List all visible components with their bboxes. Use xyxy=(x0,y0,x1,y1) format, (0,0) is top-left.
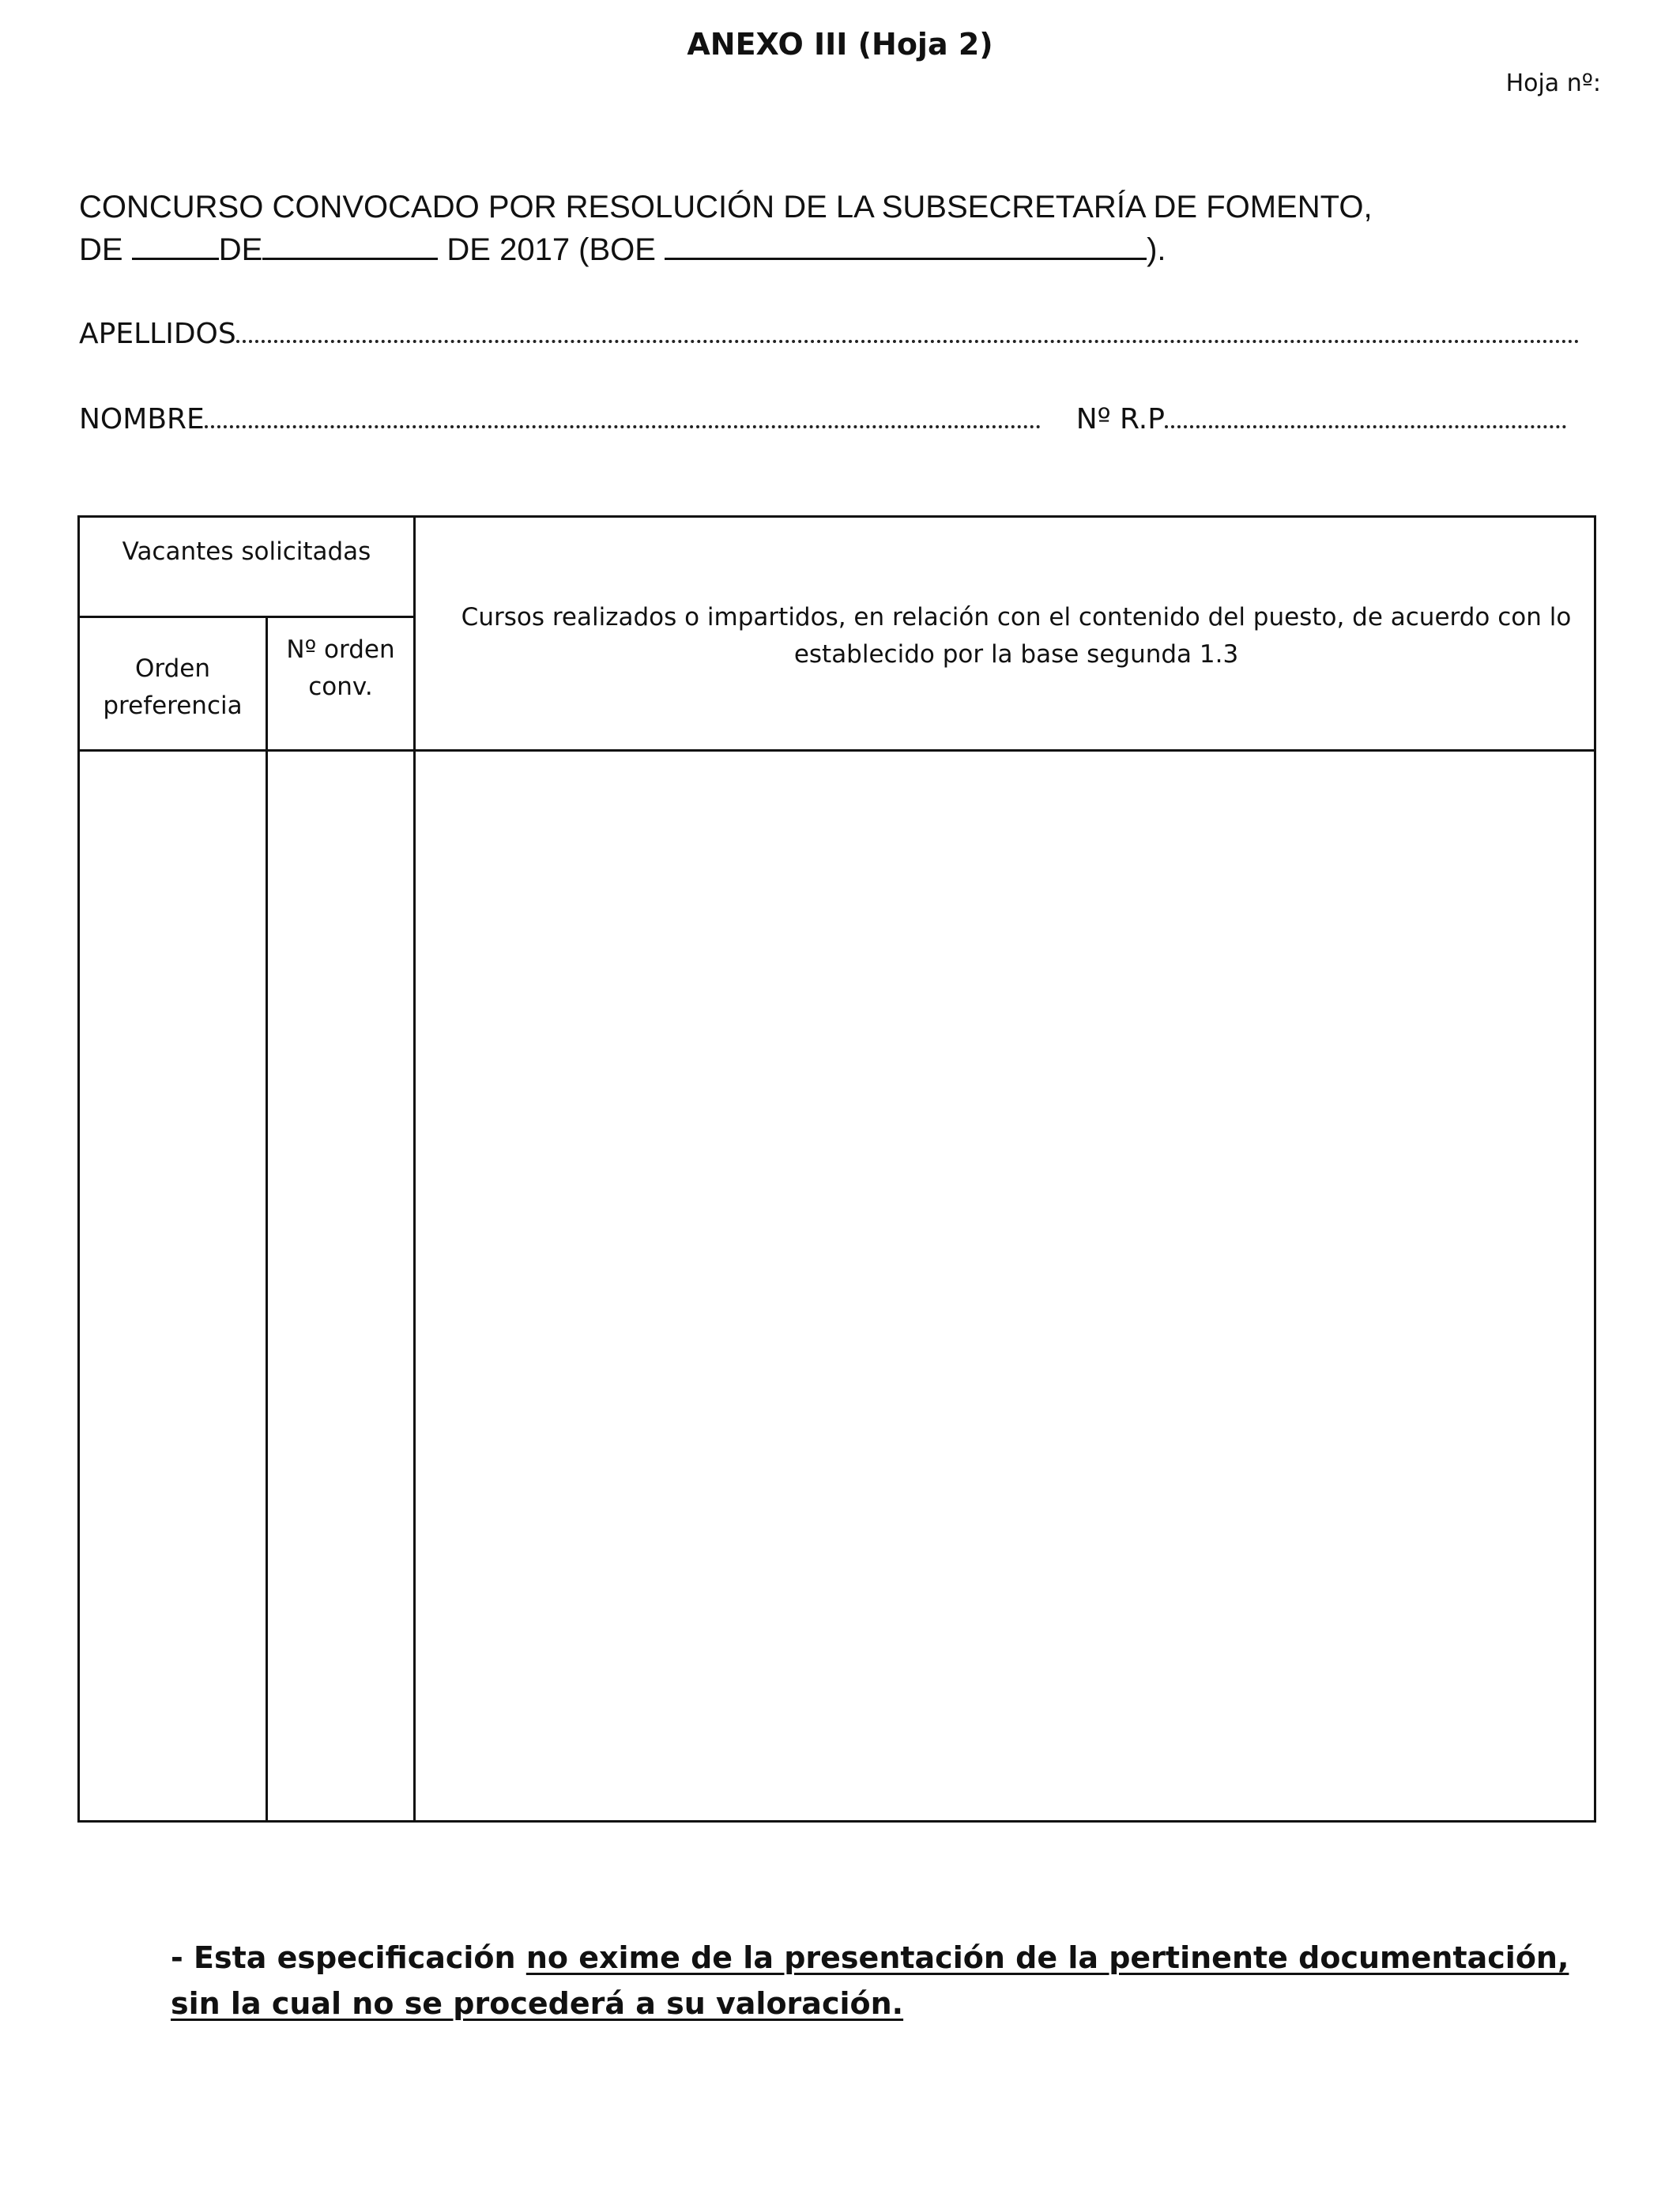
apellidos-label: APELLIDOS xyxy=(79,318,236,350)
de-text-2: DE xyxy=(218,232,263,267)
de-text-1: DE xyxy=(79,232,123,267)
footer-underlined: no exime de la presentación de la pertinente documentación, sin la cual no se procederá a su valoración. xyxy=(171,1940,1569,2021)
rp-label: Nº R.P xyxy=(1075,403,1165,435)
rp-dotted-line[interactable] xyxy=(1165,401,1566,428)
nombre-dotted-line[interactable] xyxy=(205,401,1041,428)
cursos-header: Cursos realizados o impartidos, en relación con el contenido del puesto, de acuerdo con lo establecido por la base segunda 1.3 xyxy=(461,603,1572,669)
apellidos-dotted-line[interactable] xyxy=(236,316,1580,343)
year-boe-text: DE 2017 (BOE xyxy=(446,232,656,267)
sheet-number-label: Hoja nº: xyxy=(1505,70,1601,97)
cursos-cell[interactable] xyxy=(416,752,1594,1820)
nombre-label: NOMBRE xyxy=(79,403,205,435)
apellidos-field[interactable] xyxy=(79,316,1580,350)
convocatoria-line-2 xyxy=(79,229,1166,268)
courses-table xyxy=(77,515,1596,1823)
n-orden-conv-cell[interactable] xyxy=(268,752,413,1820)
vacantes-header: Vacantes solicitadas xyxy=(122,537,371,566)
day-blank[interactable] xyxy=(132,229,219,260)
footer-prefix: - Esta especificación xyxy=(171,1940,526,1975)
orden-preferencia-cell[interactable] xyxy=(80,752,266,1820)
n-orden-conv-header: Nº orden conv. xyxy=(286,635,395,701)
nombre-field[interactable] xyxy=(79,401,1566,435)
orden-preferencia-header: Orden preferencia xyxy=(103,654,243,720)
footer-note xyxy=(171,1935,1593,2026)
month-blank[interactable] xyxy=(262,229,438,260)
group-header-divider xyxy=(80,616,414,618)
boe-blank[interactable] xyxy=(665,229,1147,260)
convocatoria-line-1: CONCURSO CONVOCADO POR RESOLUCIÓN DE LA SUBSECRETARÍA DE FOMENTO, xyxy=(79,190,1373,224)
document-title: ANEXO III (Hoja 2) xyxy=(687,27,993,62)
close-paren: ). xyxy=(1147,232,1166,267)
